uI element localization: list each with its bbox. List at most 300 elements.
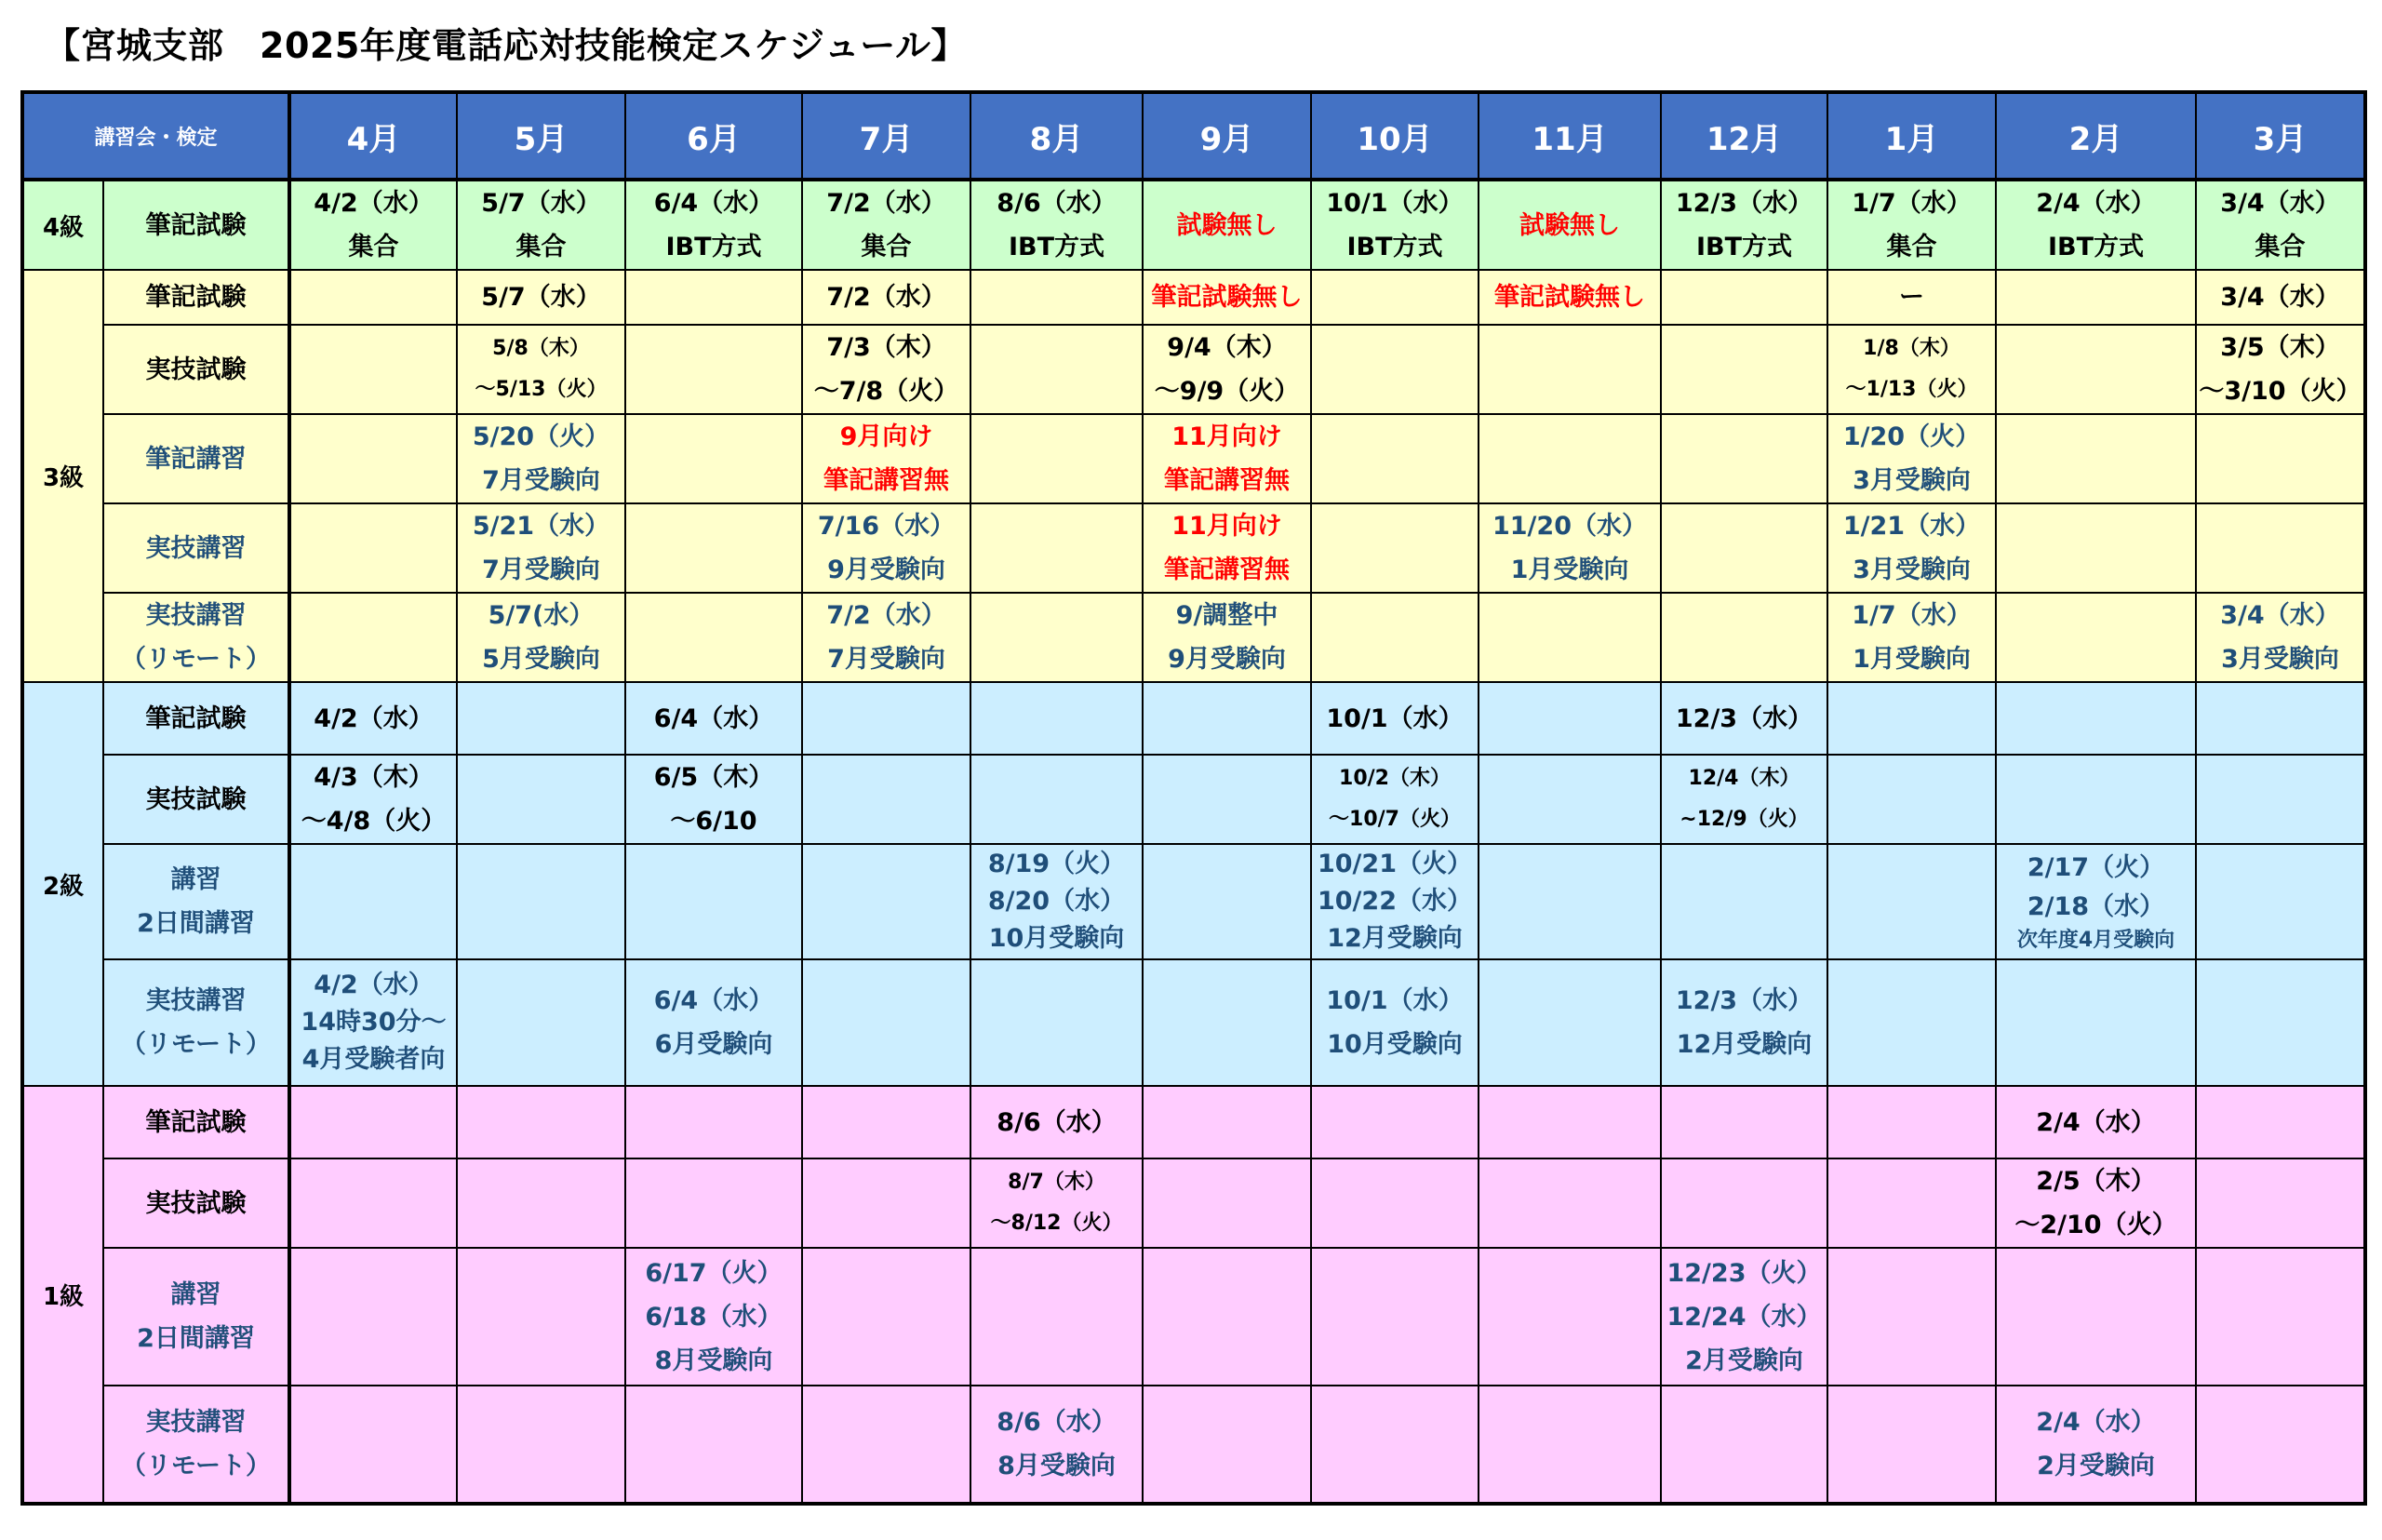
- cell-line: 12/23（火）: [1666, 1258, 1822, 1288]
- cell-line: 10/1（水）: [1326, 986, 1464, 1015]
- cell-line: 10/1（水）: [1326, 703, 1464, 733]
- schedule-cell: [625, 959, 802, 1086]
- schedule-cell: [2196, 593, 2365, 682]
- schedule-cell: [1143, 503, 1311, 593]
- empty-cell: [625, 414, 802, 503]
- empty-cell: [1479, 1158, 1661, 1248]
- empty-cell: [625, 503, 802, 593]
- empty-cell: [1143, 844, 1311, 959]
- schedule-cell: [457, 325, 625, 414]
- empty-cell: [2196, 414, 2365, 503]
- cell-line: IBT方式: [1008, 233, 1105, 261]
- schedule-cell: [802, 270, 970, 325]
- schedule-cell: [1661, 755, 1827, 844]
- schedule-row: [22, 270, 2365, 325]
- empty-cell: [2196, 503, 2365, 593]
- empty-cell: [970, 959, 1143, 1086]
- schedule-cell: [457, 593, 625, 682]
- schedule-cell: [457, 503, 625, 593]
- empty-cell: [457, 959, 625, 1086]
- cell-line: 3月受験向: [2221, 645, 2339, 674]
- cell-line: 3/4（水）: [2220, 601, 2340, 630]
- cell-line: 10月受験向: [1327, 1030, 1463, 1059]
- cell-line: 5/21（水）: [472, 512, 610, 541]
- empty-cell: [802, 1386, 970, 1504]
- empty-cell: [289, 325, 457, 414]
- empty-cell: [1143, 682, 1311, 755]
- cell-line: 2/5（木）: [2036, 1167, 2156, 1196]
- empty-cell: [625, 325, 802, 414]
- cell-line: 4/2（水）: [314, 971, 434, 999]
- cell-line: ~12/9（火）: [1679, 808, 1809, 831]
- cell-line: 9月受験向: [1168, 645, 1286, 674]
- row-label-line: 講習: [170, 1280, 221, 1309]
- cell-line: 2/17（火）: [2027, 853, 2165, 882]
- empty-cell: [1479, 1248, 1661, 1386]
- cell-line: 9/調整中: [1175, 601, 1278, 630]
- schedule-cell: [1311, 682, 1479, 755]
- cell-line: 筆記講習無: [1164, 466, 1290, 495]
- empty-cell: [289, 1086, 457, 1158]
- empty-cell: [1661, 844, 1827, 959]
- cell-line: 筆記試験無し: [1494, 283, 1645, 312]
- schedule-cell: [457, 180, 625, 270]
- empty-cell: [1996, 414, 2196, 503]
- schedule-cell: [289, 180, 457, 270]
- empty-cell: [1827, 1248, 1996, 1386]
- cell-line: ～1/13（火）: [1845, 378, 1978, 401]
- cell-line: 8/6（水）: [997, 189, 1117, 218]
- empty-cell: [1311, 1248, 1479, 1386]
- cell-line: 3月受験向: [1853, 556, 1971, 584]
- row-label: [103, 1158, 289, 1248]
- cell-line: 8/20（水）: [987, 887, 1126, 916]
- schedule-cell: [1996, 1086, 2196, 1158]
- empty-cell: [1479, 593, 1661, 682]
- cell-line: 5月受験向: [482, 645, 600, 674]
- row-label-line: 実技講習: [145, 533, 247, 563]
- cell-line: IBT方式: [1695, 233, 1793, 261]
- empty-cell: [1143, 1086, 1311, 1158]
- cell-line: 集合: [348, 233, 399, 261]
- cell-line: 9/4（木）: [1167, 333, 1287, 362]
- empty-cell: [1143, 1248, 1311, 1386]
- cell-line: 筆記講習無: [1164, 556, 1290, 584]
- row-label-line: 実技講習: [145, 601, 247, 630]
- schedule-cell: [802, 593, 970, 682]
- empty-cell: [970, 270, 1143, 325]
- row-label: [103, 270, 289, 325]
- header-row: [22, 92, 2365, 180]
- empty-cell: [970, 755, 1143, 844]
- schedule-cell: [2196, 325, 2365, 414]
- cell-line: 試験無し: [1176, 210, 1278, 240]
- cell-line: ～4/8（火）: [301, 807, 447, 836]
- empty-cell: [1143, 755, 1311, 844]
- schedule-cell: [1143, 414, 1311, 503]
- month-header: 5月: [457, 92, 625, 180]
- empty-cell: [1311, 593, 1479, 682]
- cell-line: ～5/13（火）: [475, 378, 608, 401]
- empty-cell: [289, 1386, 457, 1504]
- schedule-cell: [1996, 844, 2196, 959]
- cell-line: 1月受験向: [1853, 645, 1971, 674]
- empty-cell: [1311, 1086, 1479, 1158]
- schedule-row: [22, 844, 2365, 959]
- empty-cell: [1827, 1086, 1996, 1158]
- row-label: [103, 959, 289, 1086]
- cell-line: 1/7（水）: [1852, 189, 1972, 218]
- empty-cell: [1661, 1158, 1827, 1248]
- empty-cell: [802, 1086, 970, 1158]
- row-label: [103, 1086, 289, 1158]
- empty-cell: [1996, 959, 2196, 1086]
- cell-line: 8月受験向: [654, 1346, 773, 1375]
- schedule-cell: [1996, 180, 2196, 270]
- row-label-line: 2日間講習: [137, 1324, 255, 1353]
- empty-cell: [970, 682, 1143, 755]
- schedule-cell: [802, 180, 970, 270]
- schedule-cell: [970, 180, 1143, 270]
- row-label-line: 講習: [170, 865, 221, 894]
- row-label-line: 筆記試験: [145, 283, 247, 312]
- cell-line: 8/6（水）: [997, 1107, 1117, 1137]
- schedule-cell: [1311, 959, 1479, 1086]
- page-title: 【宮城支部 2025年度電話応対技能検定スケジュール】: [45, 25, 967, 66]
- cell-line: 7/2（水）: [826, 189, 946, 218]
- month-header: 2月: [1996, 92, 2196, 180]
- schedule-cell: [1479, 503, 1661, 593]
- empty-cell: [1996, 682, 2196, 755]
- empty-cell: [1996, 270, 2196, 325]
- schedule-row: [22, 180, 2365, 270]
- cell-line: 筆記試験無し: [1151, 283, 1303, 312]
- cell-line: 10/1（水）: [1326, 189, 1464, 218]
- cell-line: 8月受験向: [997, 1452, 1116, 1480]
- empty-cell: [1479, 1386, 1661, 1504]
- cell-line: 12/4（木）: [1688, 767, 1800, 790]
- schedule-table: [20, 90, 2367, 1506]
- cell-line: 12/3（水）: [1675, 189, 1813, 218]
- schedule-cell: [1143, 270, 1311, 325]
- cell-line: 7月受験向: [482, 466, 600, 495]
- cell-line: 10月受験向: [988, 924, 1125, 953]
- cell-line: 6/5（木）: [653, 763, 774, 792]
- month-header: 3月: [2196, 92, 2365, 180]
- cell-line: 9月受験向: [827, 556, 945, 584]
- schedule-cell: [1996, 1386, 2196, 1504]
- schedule-cell: [1827, 325, 1996, 414]
- schedule-row: [22, 593, 2365, 682]
- empty-cell: [1996, 503, 2196, 593]
- empty-cell: [625, 1386, 802, 1504]
- schedule-cell: [289, 682, 457, 755]
- row-label-line: 2日間講習: [137, 909, 255, 938]
- empty-cell: [2196, 1158, 2365, 1248]
- empty-cell: [625, 270, 802, 325]
- empty-cell: [289, 1158, 457, 1248]
- cell-line: 7/16（水）: [817, 512, 956, 541]
- empty-cell: [457, 844, 625, 959]
- schedule-cell: [802, 414, 970, 503]
- cell-line: 12月受験向: [1676, 1030, 1813, 1059]
- empty-cell: [1996, 593, 2196, 682]
- cell-line: 1/20（火）: [1842, 422, 1981, 451]
- schedule-cell: [970, 1086, 1143, 1158]
- cell-line: 6/4（水）: [653, 189, 774, 218]
- empty-cell: [2196, 959, 2365, 1086]
- cell-line: 9月向け: [839, 422, 933, 451]
- schedule-cell: [1827, 593, 1996, 682]
- cell-line: 6/17（火）: [645, 1258, 783, 1288]
- schedule-row: [22, 1386, 2365, 1504]
- row-label: [103, 682, 289, 755]
- schedule-row: [22, 325, 2365, 414]
- schedule-body: [22, 180, 2365, 1504]
- cell-line: 5/7(水）: [488, 601, 595, 630]
- schedule-cell: [1479, 180, 1661, 270]
- cell-line: 8/6（水）: [997, 1408, 1117, 1437]
- empty-cell: [802, 755, 970, 844]
- cell-line: 2/18（水）: [2027, 892, 2165, 921]
- empty-cell: [1143, 959, 1311, 1086]
- schedule-cell: [1479, 270, 1661, 325]
- cell-line: 10/22（水）: [1317, 887, 1472, 916]
- row-label: [103, 755, 289, 844]
- cell-line: ～3/10（火）: [2199, 377, 2362, 406]
- month-header: 8月: [970, 92, 1143, 180]
- cell-line: 8/19（火）: [987, 850, 1126, 878]
- empty-cell: [2196, 1248, 2365, 1386]
- schedule-cell: [802, 325, 970, 414]
- empty-cell: [1143, 1158, 1311, 1248]
- cell-line: 1月受験向: [1510, 556, 1629, 584]
- cell-line: 2/4（水）: [2036, 1408, 2156, 1437]
- empty-cell: [457, 1248, 625, 1386]
- empty-cell: [970, 503, 1143, 593]
- corner-header: 講習会・検定: [22, 92, 289, 180]
- month-header: 6月: [625, 92, 802, 180]
- schedule-cell: [1311, 844, 1479, 959]
- empty-cell: [289, 593, 457, 682]
- empty-cell: [2196, 1386, 2365, 1504]
- cell-line: 4/2（水）: [314, 703, 434, 733]
- row-label: [103, 1248, 289, 1386]
- schedule-cell: [289, 755, 457, 844]
- cell-line: ー: [1899, 283, 1924, 312]
- cell-line: 12月受験向: [1327, 924, 1463, 953]
- row-label-line: 実技試験: [145, 355, 247, 384]
- schedule-cell: [625, 682, 802, 755]
- empty-cell: [1311, 1386, 1479, 1504]
- schedule-row: [22, 503, 2365, 593]
- grade-label: 1級: [22, 1086, 103, 1504]
- schedule-cell: [1311, 180, 1479, 270]
- row-label-line: 実技講習: [145, 986, 247, 1015]
- empty-cell: [1661, 1086, 1827, 1158]
- row-label-line: 筆記講習: [145, 444, 247, 474]
- cell-line: 5/7（水）: [481, 189, 601, 218]
- row-label: [103, 414, 289, 503]
- cell-line: 4/2（水）: [314, 189, 434, 218]
- schedule-cell: [625, 1248, 802, 1386]
- cell-line: 12/3（水）: [1675, 703, 1813, 733]
- empty-cell: [1827, 682, 1996, 755]
- month-header: 12月: [1661, 92, 1827, 180]
- empty-cell: [802, 1158, 970, 1248]
- empty-cell: [625, 844, 802, 959]
- row-label-line: 筆記試験: [145, 703, 247, 733]
- empty-cell: [802, 844, 970, 959]
- schedule-cell: [1143, 593, 1311, 682]
- empty-cell: [457, 1086, 625, 1158]
- empty-cell: [457, 1386, 625, 1504]
- schedule-row: [22, 682, 2365, 755]
- month-header: 4月: [289, 92, 457, 180]
- schedule-row: [22, 755, 2365, 844]
- empty-cell: [457, 1158, 625, 1248]
- cell-line: ～7/8（火）: [813, 377, 959, 406]
- cell-line: ～9/9（火）: [1154, 377, 1300, 406]
- empty-cell: [970, 414, 1143, 503]
- cell-line: 1/8（木）: [1863, 337, 1960, 360]
- empty-cell: [1827, 844, 1996, 959]
- row-label: [103, 503, 289, 593]
- cell-line: ～10/7（火）: [1329, 808, 1461, 831]
- empty-cell: [802, 1248, 970, 1386]
- cell-line: 4/3（木）: [314, 763, 434, 792]
- row-label-line: （リモート）: [121, 1030, 271, 1059]
- empty-cell: [1996, 1248, 2196, 1386]
- cell-line: ～6/10: [670, 807, 757, 836]
- empty-cell: [1311, 325, 1479, 414]
- cell-line: 1/21（水）: [1842, 512, 1981, 541]
- schedule-row: [22, 1158, 2365, 1248]
- cell-line: 集合: [861, 233, 912, 261]
- empty-cell: [1827, 1158, 1996, 1248]
- cell-line: 筆記講習無: [823, 466, 949, 495]
- schedule-row: [22, 1086, 2365, 1158]
- schedule-cell: [970, 844, 1143, 959]
- cell-line: 6/4（水）: [653, 986, 774, 1015]
- month-header: 10月: [1311, 92, 1479, 180]
- schedule-cell: [970, 1386, 1143, 1504]
- empty-cell: [1827, 755, 1996, 844]
- empty-cell: [1479, 755, 1661, 844]
- row-label-line: （リモート）: [121, 1452, 271, 1480]
- empty-cell: [1661, 270, 1827, 325]
- cell-line: 集合: [2255, 233, 2306, 261]
- empty-cell: [1996, 325, 2196, 414]
- cell-line: 12/24（水）: [1666, 1302, 1822, 1332]
- empty-cell: [625, 593, 802, 682]
- cell-line: IBT方式: [2047, 233, 2145, 261]
- schedule-cell: [1661, 959, 1827, 1086]
- schedule-row: [22, 1248, 2365, 1386]
- empty-cell: [970, 593, 1143, 682]
- schedule-cell: [1827, 503, 1996, 593]
- empty-cell: [2196, 755, 2365, 844]
- cell-line: 7/3（木）: [826, 333, 946, 362]
- cell-line: 3/4（水）: [2220, 189, 2340, 218]
- cell-line: 3/4（水）: [2220, 283, 2340, 312]
- grade-label: 2級: [22, 682, 103, 1086]
- cell-line: 集合: [1886, 233, 1937, 261]
- schedule-cell: [1827, 414, 1996, 503]
- schedule-cell: [1661, 1248, 1827, 1386]
- empty-cell: [970, 1248, 1143, 1386]
- cell-line: 3/5（木）: [2220, 333, 2340, 362]
- empty-cell: [1479, 844, 1661, 959]
- cell-line: IBT方式: [665, 233, 762, 261]
- cell-line: IBT方式: [1346, 233, 1443, 261]
- cell-line: 1/7（水）: [1852, 601, 1972, 630]
- month-header: 1月: [1827, 92, 1996, 180]
- empty-cell: [1311, 1158, 1479, 1248]
- cell-line: 5/7（水）: [481, 283, 601, 312]
- cell-line: 7月受験向: [482, 556, 600, 584]
- row-label: [103, 1386, 289, 1504]
- cell-line: 4月受験者向: [301, 1045, 446, 1074]
- empty-cell: [1661, 1386, 1827, 1504]
- row-label: [103, 180, 289, 270]
- empty-cell: [1311, 503, 1479, 593]
- month-header: 7月: [802, 92, 970, 180]
- cell-line: ～8/12（火）: [990, 1212, 1123, 1235]
- cell-line: 11/20（水）: [1492, 512, 1647, 541]
- empty-cell: [1661, 503, 1827, 593]
- row-label-line: 実技講習: [145, 1408, 247, 1437]
- cell-line: 3月受験向: [1853, 466, 1971, 495]
- empty-cell: [1479, 414, 1661, 503]
- row-label: [103, 844, 289, 959]
- empty-cell: [1311, 270, 1479, 325]
- empty-cell: [1143, 1386, 1311, 1504]
- cell-line: 試験無し: [1519, 210, 1620, 240]
- row-label: [103, 593, 289, 682]
- schedule-cell: [1827, 180, 1996, 270]
- schedule-cell: [2196, 180, 2365, 270]
- cell-line: 集合: [515, 233, 567, 261]
- schedule-cell: [1143, 325, 1311, 414]
- schedule-cell: [625, 180, 802, 270]
- grade-label: 3級: [22, 270, 103, 682]
- schedule-cell: [1661, 180, 1827, 270]
- empty-cell: [802, 959, 970, 1086]
- schedule-cell: [1996, 1158, 2196, 1248]
- schedule-cell: [1143, 180, 1311, 270]
- empty-cell: [1311, 414, 1479, 503]
- cell-line: 2月受験向: [1685, 1346, 1803, 1375]
- empty-cell: [2196, 682, 2365, 755]
- cell-line: 2/4（水）: [2036, 189, 2156, 218]
- cell-line: 7/2（水）: [826, 283, 946, 312]
- schedule-cell: [1311, 755, 1479, 844]
- empty-cell: [289, 414, 457, 503]
- cell-line: 6/18（水）: [645, 1302, 783, 1332]
- row-label-line: 筆記試験: [145, 1107, 247, 1137]
- empty-cell: [1827, 959, 1996, 1086]
- cell-line: 5/8（木）: [492, 337, 590, 360]
- cell-line: 5/20（火）: [472, 422, 610, 451]
- cell-line: 10/2（木）: [1339, 767, 1451, 790]
- empty-cell: [457, 682, 625, 755]
- empty-cell: [2196, 1086, 2365, 1158]
- month-header: 9月: [1143, 92, 1311, 180]
- row-label-line: 筆記試験: [145, 210, 247, 240]
- empty-cell: [1661, 414, 1827, 503]
- row-label-line: 実技試験: [145, 1188, 247, 1218]
